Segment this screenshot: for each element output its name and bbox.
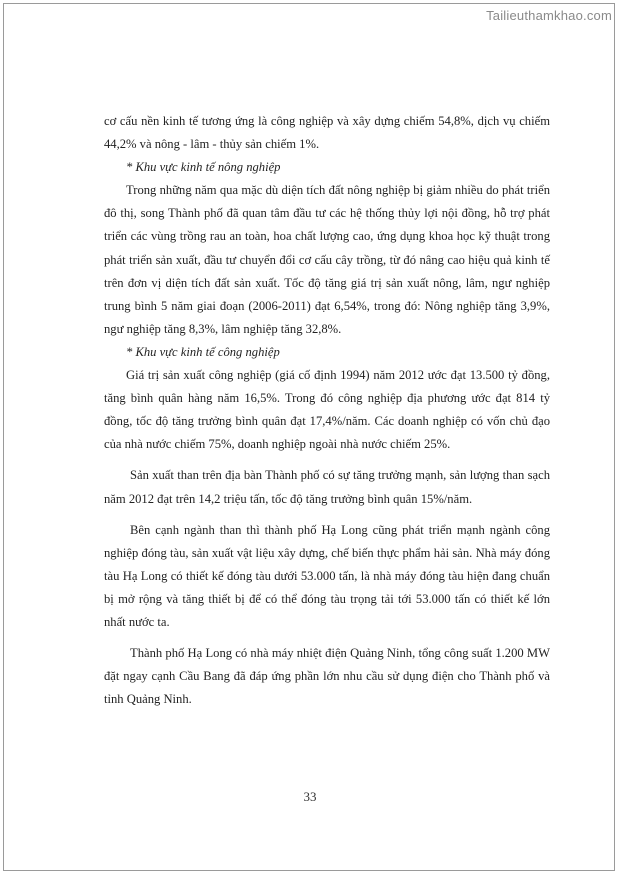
paragraph-economic-structure: cơ cấu nền kinh tế tương ứng là công nghiệp và xây dựng chiếm 54,8%, dịch vụ chiếm 44,2% và nông - lâm - thủy sản chiếm 1%.	[104, 114, 550, 152]
spacer	[104, 456, 550, 464]
paragraph-industrial-output: Giá trị sản xuất công nghiệp (giá cố định 1994) năm 2012 ước đạt 13.500 tỷ đồng, tăng bình quân hàng năm 16,5%. Trong đó công nghiệp địa phương ước đạt 814 tỷ đồng, tốc độ tăng trưởng bình quân đạt 17,4%/năm. Các doanh nghiệp có vốn chủ đạo của nhà nước chiếm 75%, doanh nghiệp ngoài nhà nước chiếm 25%.	[104, 368, 550, 452]
heading-agriculture-sector: * Khu vực kinh tế nông nghiệp	[126, 160, 281, 175]
paragraph-shipbuilding: Bên cạnh ngành than thì thành phố Hạ Long cũng phát triển mạnh ngành công nghiệp đóng tàu, sản xuất vật liệu xây dựng, chế biến thực phẩm hải sản. Nhà máy đóng tàu Hạ Long có thiết kế đóng tàu dưới 53.000 tấn, là nhà máy đóng tàu hiện đang chuẩn bị mở rộng và tăng thiết bị để có thể đóng tàu trọng tải tới 53.000 tấn có thiết kế lớn nhất nước ta.	[104, 522, 550, 629]
paragraph-power-plant: Thành phố Hạ Long có nhà máy nhiệt điện Quảng Ninh, tổng công suất 1.200 MW đặt ngay cạnh Cầu Bang đã đáp ứng phần lớn nhu cầu sử dụng điện cho Thành phố và tỉnh Quảng Ninh.	[104, 646, 550, 707]
heading-industry-sector: * Khu vực kinh tế công nghiệp	[126, 344, 280, 359]
document-body	[104, 110, 550, 711]
page-number: 33	[303, 789, 317, 804]
paragraph-coal-production: Sản xuất than trên địa bàn Thành phố có sự tăng trưởng mạnh, sản lượng than sạch năm 2012 đạt trên 14,2 triệu tấn, tốc độ tăng trưởng bình quân 15%/năm.	[104, 468, 550, 506]
spacer	[104, 634, 550, 642]
spacer	[104, 511, 550, 519]
paragraph-agriculture: Trong những năm qua mặc dù diện tích đất nông nghiệp bị giảm nhiều do phát triển đô thị, song Thành phố đã quan tâm đầu tư các hệ thống thủy lợi nội đồng, hỗ trợ phát triển các vùng trồng rau an toàn, hoa chất lượng cao, ứng dụng khoa học kỹ thuật trong phát triển sản xuất, đầu tư chuyển đổi cơ cấu cây trồng, từ đó nâng cao hiệu quả kinh tế trên đơn vị diện tích đất sản xuất. Tốc độ tăng giá trị sản xuất nông, lâm, ngư nghiệp trung bình 5 năm giai đoạn (2006-2011) đạt 6,54%, trong đó: Nông nghiệp tăng 3,9%, ngư nghiệp tăng 8,3%, lâm nghiệp tăng 32,8%.	[104, 183, 550, 336]
watermark: Tailieuthamkhao.com	[486, 8, 612, 23]
